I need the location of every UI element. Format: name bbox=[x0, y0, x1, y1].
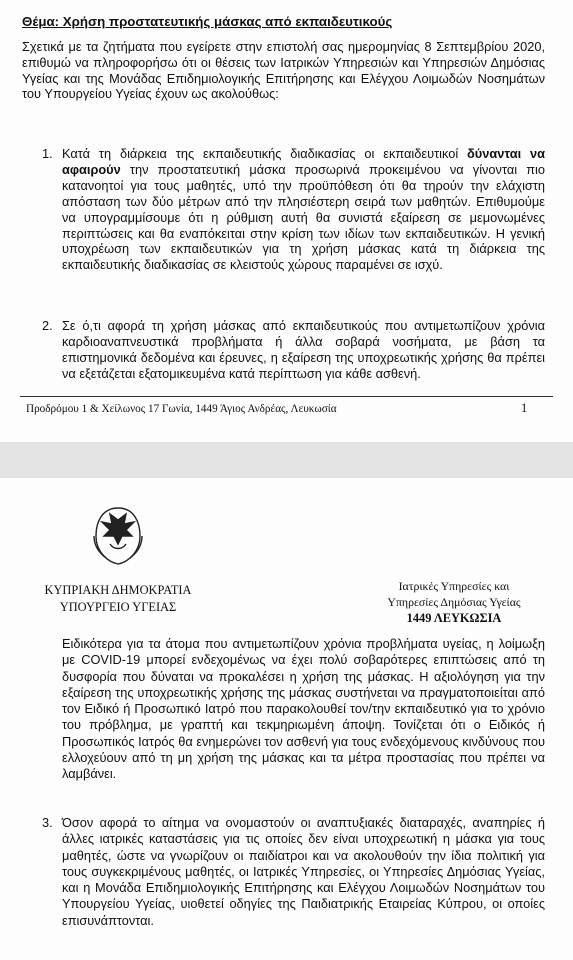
intro-paragraph: Σχετικά με τα ζητήματα που εγείρετε στην επιστολή σας ημερομηνίας 8 Σεπτεμβρίου 2020, επιθυμώ να πληροφορήσω ότι οι θέσεις των Ιατρικών Υπηρεσιών και Υπηρεσιών Δημόσιας Υγείας και της Μονάδας Επιδημιολογικής Επιτήρησης και Ελέγχου Λοιμωδών Νοσημάτων του Υπουργείου Υγείας έχουν ως ακολούθως: bbox=[22, 39, 545, 102]
item-1-text-start: Κατά τη διάρκεια της εκπαιδευτικής διαδικασίας οι εκπαιδευτικοί bbox=[62, 146, 468, 161]
item-2-text: Σε ό,τι αφορά τη χρήση μάσκας από εκπαιδευτικούς που αντιμετωπίζουν χρόνια καρδιοαναπνευστικά προβλήματα ή άλλα σοβαρά νοσήματα, με βάση τα επιστημονικά δεδομένα και έρευνες, η εξαίρεση της υποχρεωτικής χρήσης θα πρέπει να εξετάζεται εξατομικευμένα κατά περίπτωση για κάθε ασθενή. bbox=[62, 318, 545, 381]
item-1-bold-phrase: δύνανται να αφαιρούν bbox=[62, 146, 545, 177]
item-number-1: 1. bbox=[42, 146, 53, 161]
letterhead-public-health: Υπηρεσίες Δημόσιας Υγείας bbox=[387, 595, 521, 609]
document-page-1 bbox=[0, 0, 573, 442]
footer-address: Προδρόμου 1 & Χείλωνος 17 Γωνία, 1449 Άγιος Ανδρέας, Λευκωσία bbox=[26, 403, 337, 415]
letterhead-republic: ΚΥΠΡΙΑΚΗ ΔΗΜΟΚΡΑΤΙΑ bbox=[44, 583, 192, 597]
left-letterhead bbox=[28, 582, 208, 616]
page-gap bbox=[0, 442, 573, 478]
item-3-text: Όσον αφορά το αίτημα να ονομαστούν οι αναπτυξιακές διαταραχές, αναπηρίες ή άλλες ιατρικές καταστάσεις για τις οποίες δεν είναι υποχρεωτική η μάσκα για τους μαθητές, ώστε να γνωρίζουν οι παιδίατροι και να ακολουθούν την ίδια πολιτική για τους συγκεκριμένους μαθητές, οι Ιατρικές Υπηρεσίες, οι Υπηρεσίες Δημόσιας Υγείας, και η Μονάδα Επιδημιολογικής Επιτήρησης και Ελέγχου Λοιμωδών Νοσημάτων του Υπουργείου Υγείας, υιοθετεί οδηγίες της Παιδιατρικής Εταιρείας Κύπρου, οι οποίες επισυνάπτονται. bbox=[62, 815, 545, 928]
letter-subject: Θέμα: Χρήση προστατευτικής μάσκας από εκπαιδευτικούς bbox=[22, 14, 393, 29]
continuation-paragraph: Ειδικότερα για τα άτομα που αντιμετωπίζουν χρόνια προβλήματα υγείας, η λοίμωξη με COVID-19 μπορεί ενδεχομένως να έχει πολύ σοβαρότερες επιπτώσεις από τη δυσφορία που δύναται να προκαλέσει η χρήση της μάσκας. Η αξιολόγηση για την εξαίρεση της υποχρεωτικής χρήσης της μάσκας συστήνεται να πραγματοποιείται από τον Ειδικό ή Προσωπικό Ιατρό που παρακολουθεί τον/την εκπαιδευτικό για το χρόνιο του πρόβλημα, με γραπτή και τεκμηριωμένη άποψη. Τονίζεται ότι ο Ειδικός ή Προσωπικός Ιατρός θα ενημερώνει τον ασθενή για τους ενδεχόμενους κινδύνους που ελλοχεύουν από τη μη χρήση της μάσκας και τα μέτρα προστασίας που πρέπει να λαμβάνει. bbox=[62, 636, 545, 782]
document-page-2 bbox=[0, 478, 573, 960]
letterhead-city: 1449 ΛΕΥΚΩΣΙΑ bbox=[406, 611, 502, 625]
coat-of-arms-emblem bbox=[88, 500, 148, 570]
letterhead-medical-services: Ιατρικές Υπηρεσίες και bbox=[398, 579, 510, 593]
item-number-3: 3. bbox=[42, 815, 53, 830]
letterhead-ministry: ΥΠΟΥΡΓΕΙΟ ΥΓΕΙΑΣ bbox=[59, 600, 177, 614]
item-1-text-rest: την προστατευτική μάσκα προσωρινά προκειμένου να γίνονται πιο κατανοητοί για τους μαθητές, υπό την προϋπόθεση ότι θα τηρούν την ελάχιστη απόσταση των δύο μέτρων από την πλησιέστερη σειρά των μαθητών. Επιθυμούμε να υπογραμμίσουμε ότι η ρύθμιση αυτή θα συνιστά εξαίρεση σε μεμονωμένες περιπτώσεις και θα εναπόκειται στην κρίση των ιδίων των εκπαιδευτικών. Η γενική υποχρέωση των εκπαιδευτικών για τη χρήση μάσκας κατά τη διάρκεια της εκπαιδευτικής διαδικασίας σε κλειστούς χώρους παραμένει σε ισχύ. bbox=[62, 161, 545, 273]
page-number: 1 bbox=[521, 401, 528, 415]
item-number-2: 2. bbox=[42, 318, 53, 333]
footer-divider bbox=[20, 396, 553, 397]
item-1-text bbox=[62, 146, 545, 273]
right-letterhead bbox=[350, 578, 558, 626]
